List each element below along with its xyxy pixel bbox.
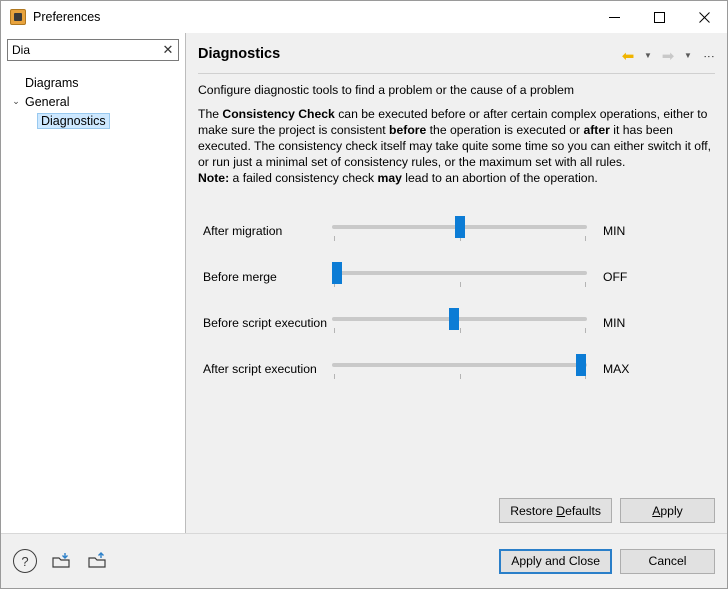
desc-text: the operation is executed or <box>426 123 584 137</box>
back-dropdown-icon[interactable] <box>639 47 657 65</box>
help-icon[interactable]: ? <box>13 549 37 573</box>
apply-button[interactable] <box>620 498 715 523</box>
minimize-button[interactable] <box>592 1 637 33</box>
slider-tick <box>460 374 461 379</box>
footer-action-buttons <box>499 549 715 574</box>
desc-bold-note: Note: <box>198 171 230 185</box>
import-icon[interactable] <box>51 551 73 571</box>
tree-item-label: Diagrams <box>25 75 79 90</box>
desc-text: lead to an abortion of the operation. <box>401 171 598 185</box>
forward-arrow-glyph: ➡ <box>661 47 675 65</box>
slider-after-migration[interactable] <box>332 214 587 248</box>
maximize-button[interactable] <box>637 1 682 33</box>
forward-icon[interactable] <box>659 47 677 65</box>
btn-text: efaults <box>565 503 601 518</box>
slider-tick <box>334 374 335 379</box>
preferences-page <box>186 33 727 533</box>
btn-text: Restore <box>510 503 557 518</box>
page-nav <box>619 45 717 65</box>
export-icon[interactable] <box>87 551 109 571</box>
preferences-tree <box>1 73 185 130</box>
btn-text: pply <box>660 503 683 518</box>
slider-tick <box>585 236 586 241</box>
dialog-footer <box>1 533 727 588</box>
slider-row-after-migration <box>198 208 715 254</box>
search-input[interactable] <box>7 39 179 61</box>
slider-track <box>332 317 587 321</box>
page-header <box>186 33 727 65</box>
apply-and-close-button[interactable]: Apply and Close <box>499 549 612 574</box>
slider-thumb[interactable] <box>449 308 459 330</box>
slider-group <box>186 208 727 392</box>
chevron-down-icon: ▼ <box>684 51 692 60</box>
close-button[interactable] <box>682 1 727 33</box>
slider-thumb[interactable] <box>576 354 586 376</box>
slider-row-before-script-execution <box>198 300 715 346</box>
forward-dropdown-icon[interactable] <box>679 47 697 65</box>
desc-text: can be executed before or after certain complex operations, either to make sure the project is consistent <box>198 107 708 137</box>
window-title: Preferences <box>33 10 101 24</box>
tree-item-diagrams[interactable] <box>1 73 185 92</box>
slider-thumb[interactable] <box>455 216 465 238</box>
slider-row-after-script-execution <box>198 346 715 392</box>
slider-track <box>332 271 587 275</box>
desc-text: a failed consistency check <box>229 171 378 185</box>
slider-tick <box>585 328 586 333</box>
tree-item-diagnostics[interactable] <box>1 111 185 130</box>
window-controls <box>592 1 727 33</box>
desc-bold-consistency-check: Consistency Check <box>222 107 335 121</box>
dialog-body <box>1 33 727 533</box>
clear-search-icon[interactable]: ✕ <box>162 42 174 57</box>
slider-row-before-merge <box>198 254 715 300</box>
restore-defaults-button[interactable] <box>499 498 612 523</box>
page-action-buttons <box>499 498 715 523</box>
slider-label: After script execution <box>203 362 317 376</box>
description-paragraph-2 <box>198 106 713 170</box>
btn-mnemonic: D <box>556 503 566 518</box>
slider-after-script-execution[interactable] <box>332 352 587 386</box>
preferences-tree-pane <box>1 33 186 533</box>
slider-value: MIN <box>603 224 626 238</box>
desc-bold-may: may <box>377 171 402 185</box>
slider-value: MIN <box>603 316 626 330</box>
slider-value: OFF <box>603 270 628 284</box>
page-menu-icon[interactable] <box>699 47 717 65</box>
slider-before-script-execution[interactable] <box>332 306 587 340</box>
slider-before-merge[interactable] <box>332 260 587 294</box>
filter-search <box>7 39 179 61</box>
tree-item-label: General <box>25 94 70 109</box>
description-paragraph-3 <box>198 170 713 186</box>
page-description <box>186 74 727 186</box>
page-title: Diagnostics <box>198 46 281 62</box>
desc-text: it has been executed. The consistency check itself may take quite some time so you can either switch it off, or run just a minimal set of consistency rules, or the maximum set with all rules. <box>198 123 712 169</box>
cancel-button[interactable]: Cancel <box>620 549 715 574</box>
description-line-1: Configure diagnostic tools to find a problem or the cause of a problem <box>198 83 574 97</box>
btn-mnemonic: A <box>652 503 661 518</box>
slider-tick <box>334 236 335 241</box>
slider-label: Before script execution <box>203 316 327 330</box>
chevron-down-icon[interactable]: ⌄ <box>12 96 20 106</box>
desc-bold-before: before <box>389 123 427 137</box>
slider-label: After migration <box>203 224 283 238</box>
desc-text: The <box>198 107 223 121</box>
chevron-down-icon: ▼ <box>644 51 652 60</box>
slider-tick <box>585 282 586 287</box>
slider-value: MAX <box>603 362 630 376</box>
desc-bold-after: after <box>583 123 610 137</box>
tree-item-general[interactable] <box>1 92 185 111</box>
slider-tick <box>460 328 461 333</box>
slider-thumb[interactable] <box>332 262 342 284</box>
slider-tick <box>460 282 461 287</box>
preferences-icon <box>10 9 26 25</box>
title-bar <box>1 1 727 33</box>
tree-item-label: Diagnostics <box>37 113 110 129</box>
back-arrow-glyph: ⬅ <box>621 47 635 65</box>
kebab-icon: ⋮ <box>702 50 715 62</box>
slider-label: Before merge <box>203 270 277 284</box>
back-icon[interactable] <box>619 47 637 65</box>
slider-track <box>332 363 587 367</box>
footer-icon-group <box>13 549 109 573</box>
slider-tick <box>334 328 335 333</box>
